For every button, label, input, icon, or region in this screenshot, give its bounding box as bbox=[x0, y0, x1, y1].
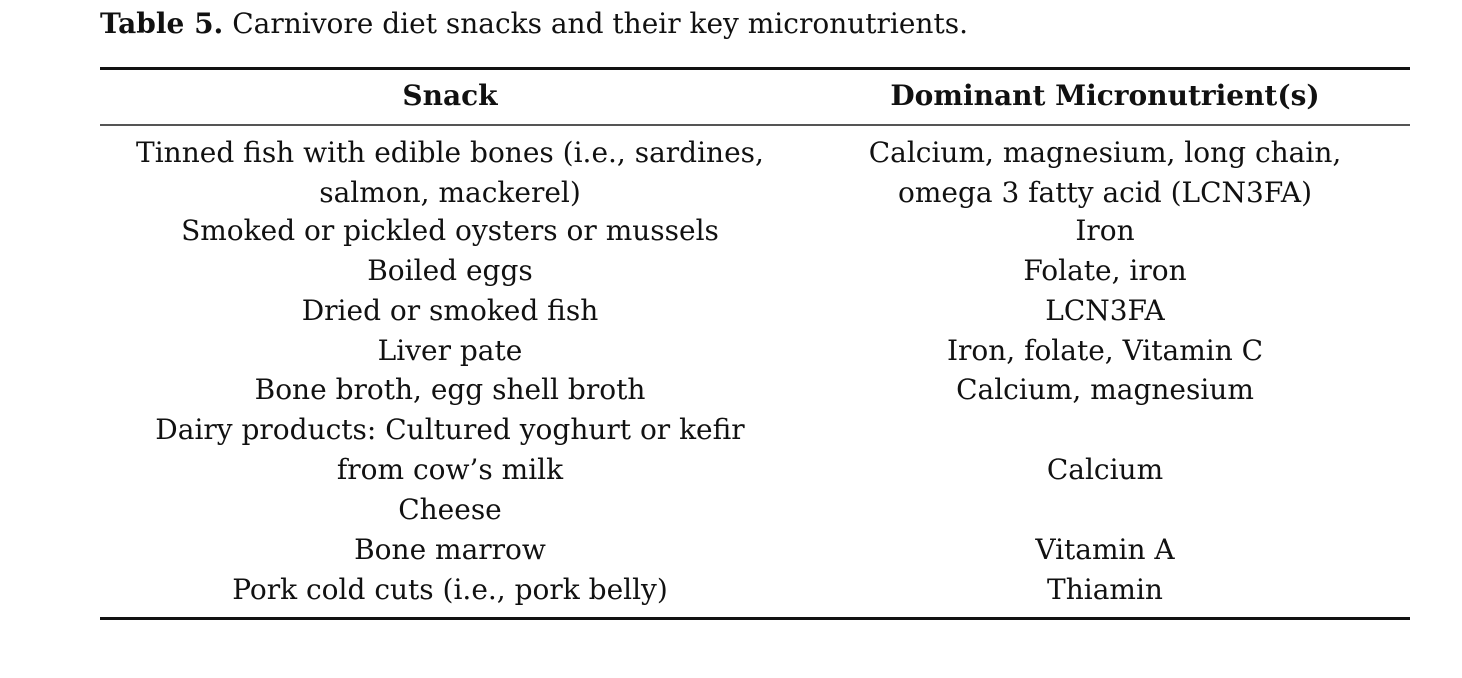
table-cell-micronutrient: Folate, iron bbox=[1023, 254, 1187, 287]
table-cell-snack: Bone broth, egg shell broth bbox=[254, 373, 646, 406]
caption-text: Carnivore diet snacks and their key micronutrients. bbox=[232, 7, 968, 40]
table-cell-micronutrient: Calcium bbox=[1046, 453, 1164, 486]
table-caption bbox=[100, 6, 968, 42]
table-cell-micronutrient: Thiamin bbox=[1047, 573, 1163, 606]
table-cell-snack: Tinned fish with edible bones (i.e., sardines, salmon, mackerel) bbox=[136, 136, 764, 209]
table-cell-micronutrient: Iron, folate, Vitamin C bbox=[946, 334, 1264, 367]
header-micronutrient: Dominant Micronutrient(s) bbox=[890, 79, 1320, 112]
table-header-rule bbox=[100, 124, 1410, 126]
table-top-rule bbox=[100, 67, 1410, 70]
table-cell-snack: Dried or smoked fish bbox=[301, 294, 599, 327]
table-cell-snack: Dairy products: Cultured yoghurt or kefir from cow’s milk Cheese bbox=[155, 413, 745, 526]
table-cell-snack: Boiled eggs bbox=[367, 254, 533, 287]
table-cell-micronutrient: Iron bbox=[1075, 214, 1135, 247]
table-cell-snack: Pork cold cuts (i.e., pork belly) bbox=[232, 573, 668, 606]
table-bottom-rule bbox=[100, 617, 1410, 620]
table-cell-snack: Liver pate bbox=[377, 334, 523, 367]
caption-label: Table 5. bbox=[100, 7, 224, 40]
table-cell-snack: Bone marrow bbox=[354, 533, 546, 566]
table-cell-snack: Smoked or pickled oysters or mussels bbox=[181, 214, 719, 247]
header-snack: Snack bbox=[402, 79, 498, 112]
table-cell-micronutrient: Calcium, magnesium bbox=[956, 373, 1254, 406]
table-cell-micronutrient: Vitamin A bbox=[1035, 533, 1175, 566]
table-cell-micronutrient: LCN3FA bbox=[1045, 294, 1165, 327]
table-cell-micronutrient: Calcium, magnesium, long chain, omega 3 fatty acid (LCN3FA) bbox=[868, 136, 1342, 209]
